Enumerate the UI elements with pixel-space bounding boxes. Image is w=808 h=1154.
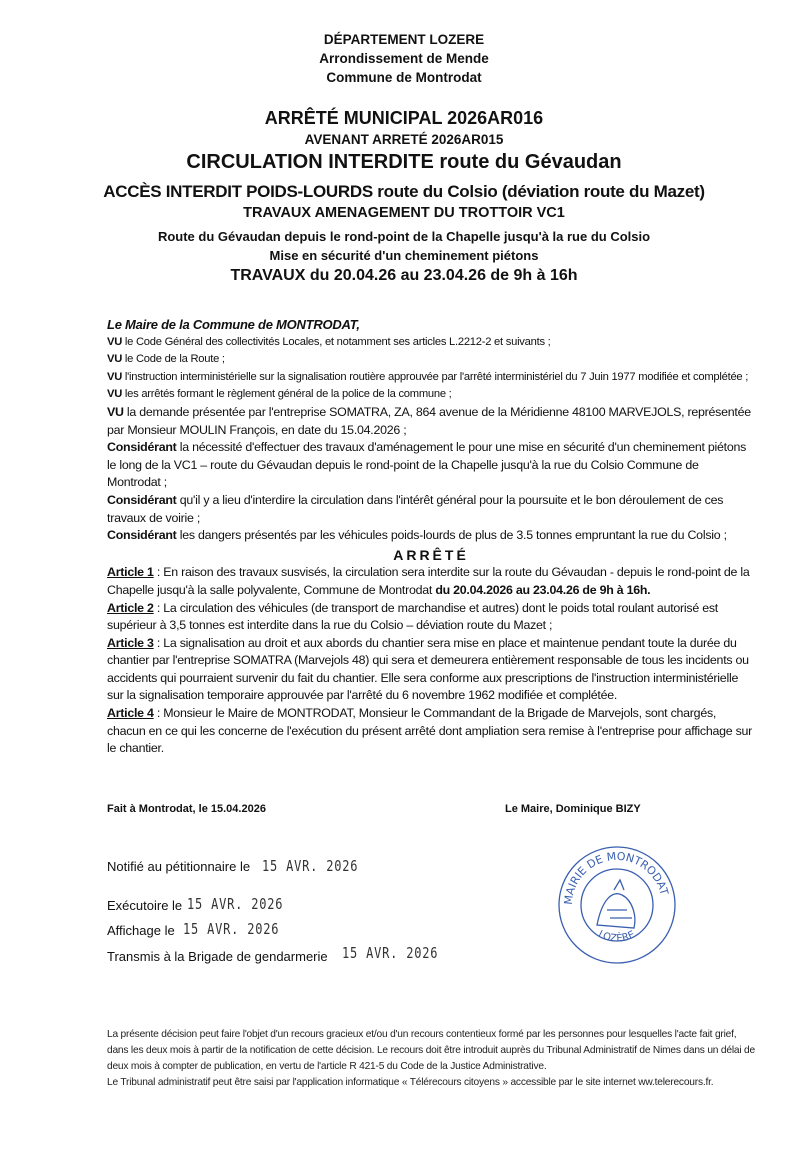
vu-item: la demande présentée par l'entreprise SOMATRA, ZA, 864 avenue de la Méridienne 48100 MARVEJOLS, représentée par Monsieur MOULIN François, en date du 15.04.2026 ;	[107, 404, 751, 437]
vu-label: VU	[107, 404, 124, 419]
article-3: Article 3 : La signalisation au droit et aux abords du chantier sera mise en place et maintenue pendant toute la durée du chantier par l'entreprise SOMATRA (Marvejols 48) qui sera et demeurera entièrement responsable de tous les incidents ou accidents qui pourraient survenir du fait du chantier. Elle sera conforme aux prescriptions de l'instruction interministérielle sur la signalisation temporaire approuvée par l'arrêté du 6 novembre 1962 modifiée et complétée.	[107, 635, 749, 703]
mairie-seal-stamp	[552, 840, 682, 970]
acces-title: ACCÈS INTERDIT POIDS-LOURDS route du Colsio (déviation route du Mazet)	[103, 182, 705, 201]
arrondissement: Arrondissement de Mende	[319, 51, 489, 66]
maire-line: Le Maire de la Commune de MONTRODAT,	[107, 317, 360, 332]
article-4: Article 4 : Monsieur le Maire de MONTRODAT, Monsieur le Commandant de la Brigade de Marvejols, sont chargés, chacun en ce qui les concerne de l'exécution du présent arrêté dont ampliation sera remise à l'entreprise pour affichage sur le chantier.	[107, 706, 753, 756]
considerant-label: Considérant	[107, 528, 177, 543]
considerant-item: les dangers présentés par les véhicules poids-lourds de plus de 3.5 tonnes empruntant la rue du Colsio ;	[176, 528, 727, 543]
considerant-item: la nécessité d'effectuer des travaux d'aménagement le pour une mise en sécurité d'un cheminement piétons le long de la VC1 – route du Gévaudan depuis le rond-point de la Chapelle jusqu'à la rue du Colsio Commune de Montrodat ;	[107, 440, 747, 490]
vu-item: le Code Général des collectivités Locales, et notamment ses articles L.2212-2 et suivants ;	[122, 335, 551, 348]
securite-subtitle: Mise en sécurité d'un cheminement piétons	[269, 248, 539, 263]
vu-item: le Code de la Route ;	[122, 353, 225, 366]
considerant-label: Considérant	[107, 440, 177, 455]
svg-text:LOZÈRE: LOZÈRE	[596, 928, 637, 945]
commune: Commune de Montrodat	[326, 70, 482, 85]
route-subtitle: Route du Gévaudan depuis le rond-point de la Chapelle jusqu'à la rue du Colsio	[157, 229, 651, 244]
executoire-label: Exécutoire le	[107, 898, 183, 913]
vu-label: VU	[107, 353, 123, 366]
vu-label: VU	[107, 335, 123, 348]
vu-label: VU	[107, 388, 123, 401]
vu-label: VU	[107, 370, 123, 383]
travaux-title: TRAVAUX AMENAGEMENT DU TROTTOIR VC1	[243, 205, 565, 221]
departement: DÉPARTEMENT LOZERE	[323, 32, 485, 47]
svg-text:MAIRIE DE MONTRODAT: MAIRIE DE MONTRODAT	[561, 849, 671, 906]
executoire-date-stamp: 15 AVR. 2026	[187, 895, 284, 913]
transmis-label: Transmis à la Brigade de gendarmerie	[107, 949, 328, 964]
transmis-date-stamp: 15 AVR. 2026	[342, 944, 439, 962]
footer-recours: La présente décision peut faire l'objet d'un recours gracieux et/ou d'un recours contentieux formé par les personnes pour lesquelles l'acte fait grief, dans les deux mois à partir de la notification de cette décision. Le recours doit être introduit auprès du Tribunal Administratif de Nimes dans un délai de deux mois à compter de publication, en vertu de l'article R 421-5 du Code de la Justice Administrative.	[107, 1029, 755, 1072]
vu-item: les arrêtés formant le règlement général de la police de la commune ;	[122, 388, 452, 401]
maire-signature: Le Maire, Dominique BIZY	[505, 803, 641, 815]
article-2: Article 2 : La circulation des véhicules (de transport de marchandise et autres) dont le poids total roulant autorisé est supérieur à 3,5 tonnes est interdite dans la rue du Colsio – déviation route du Mazet ;	[107, 600, 718, 633]
footer-telerecours: Le Tribunal administratif peut être saisi par l'application informatique « Télérecours citoyens » accessible par le site internet ww.telerecours.fr.	[107, 1077, 714, 1088]
considerant-item: qu'il y a lieu d'interdire la circulation dans l'intérêt général pour la poursuite et le bon déroulement de ces travaux de voirie ;	[107, 492, 724, 525]
dates-title: TRAVAUX du 20.04.26 au 23.04.26 de 9h à 16h	[230, 267, 578, 284]
arrete-title: ARRÊTÉ MUNICIPAL 2026AR016	[264, 108, 544, 128]
considerant-label: Considérant	[107, 492, 177, 507]
fait-a: Fait à Montrodat, le 15.04.2026	[107, 803, 266, 815]
avenant: AVENANT ARRETÉ 2026AR015	[304, 132, 504, 147]
article-1: Article 1 : En raison des travaux susvisés, la circulation sera interdite sur la route du Gévaudan - depuis le rond-point de la Chapelle jusqu'à la salle polyvalente, Commune de Montrodat du 20.04.2026 au 23.04.26 de 9h à 16h.	[107, 565, 750, 597]
affichage-date-stamp: 15 AVR. 2026	[183, 920, 280, 938]
preamble	[107, 316, 755, 758]
arrete-heading: ARRÊTÉ	[393, 546, 469, 563]
circulation-title: CIRCULATION INTERDITE route du Gévaudan	[186, 151, 622, 173]
notification-label: Notifié au pétitionnaire le	[107, 859, 251, 874]
vu-item: l'instruction interministérielle sur la signalisation routière approuvée par l'arrêté interministériel du 7 Juin 1977 modifiée et complétée ;	[122, 370, 749, 383]
affichage-label: Affichage le	[107, 923, 175, 938]
notification-date-stamp: 15 AVR. 2026	[262, 857, 359, 875]
